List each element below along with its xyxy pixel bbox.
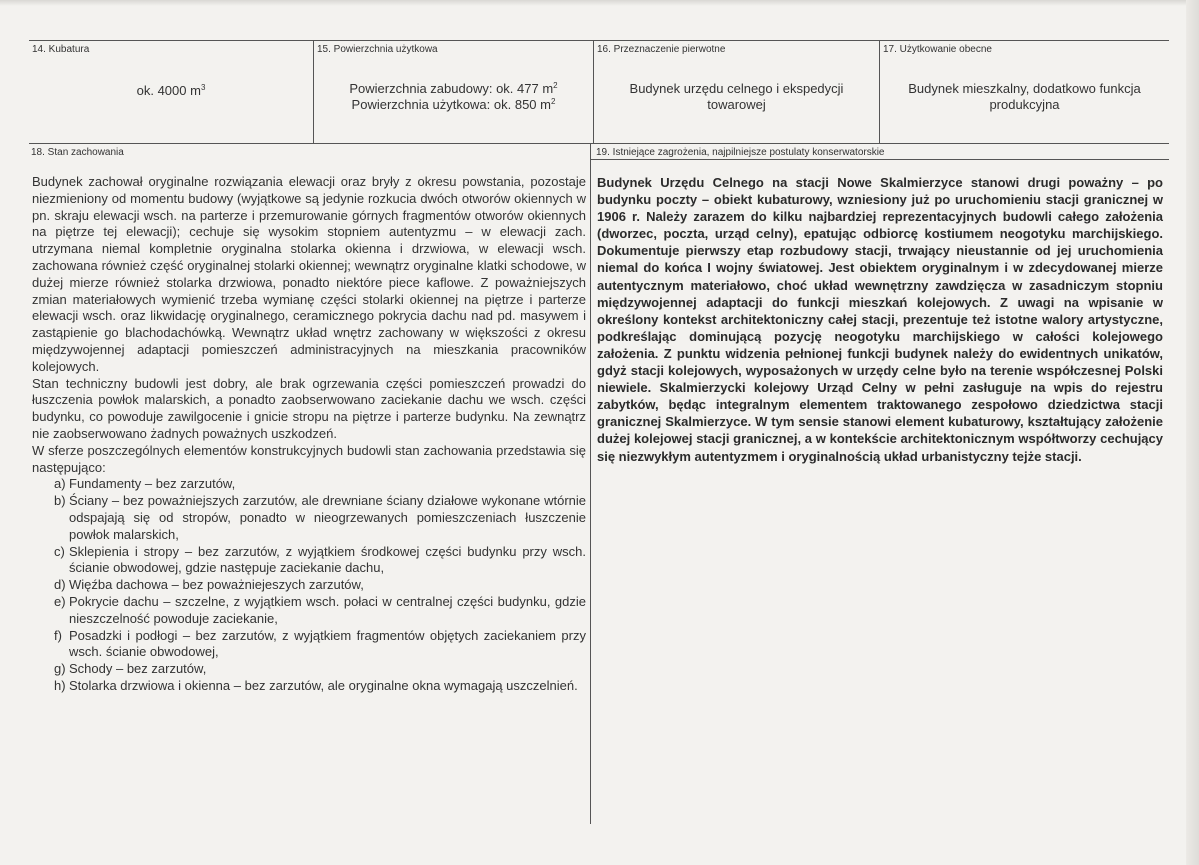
list-item <box>32 678 586 695</box>
field-15-line2-text: Powierzchnia użytkowa: ok. 850 m <box>351 97 551 112</box>
list-text: Pokrycie dachu – szczelne, z wyjątkiem wsch. połaci w centralnej części budynku, gdzie nieszczelność powoduje zaciekanie, <box>69 593 586 626</box>
field-15-line1-text: Powierzchnia zabudowy: ok. 477 m <box>349 81 554 96</box>
field-18-stan-zachowania <box>29 144 590 824</box>
list-text: Więźba dachowa – bez poważniejeszych zarzutów, <box>69 577 364 593</box>
list-text: Schody – bez zarzutów, <box>69 661 207 677</box>
field-18-paragraph-2: Stan techniczny budowli jest dobry, ale brak ogrzewania części pomieszczeń prowadzi do łuszczenia powłok malarskich, a ponadto zaobserwowano zaciekanie dachu we wsch. części budynku, co powoduje zawilgocenie i gnicie stropu na piętrze i parterze budynku. Na zewnątrz nie zaobserwowano żadnych poważnych uszkodzeń. <box>32 375 586 441</box>
field-18-text <box>32 174 586 695</box>
list-item <box>32 661 586 678</box>
list-marker: b) <box>54 493 66 509</box>
field-14-value-text: ok. 4000 m <box>136 83 201 98</box>
field-19-divider <box>591 159 1169 160</box>
list-marker: e) <box>54 593 66 609</box>
list-marker: c) <box>54 543 65 559</box>
list-text: Sklepienia i stropy – bez zarzutów, z wyjątkiem środkowej części budynku przy wsch. ścianie obwodowej, gdzie następuje zaciekanie dachu, <box>69 543 586 576</box>
list-item <box>32 544 586 578</box>
field-19-label: 19. Istniejące zagrożenia, najpilniejsze postulaty konserwatorskie <box>596 147 885 158</box>
list-item <box>32 476 586 493</box>
form-row-top <box>29 41 1169 144</box>
list-item <box>32 628 586 662</box>
list-marker: g) <box>54 661 66 677</box>
field-18-element-list <box>32 476 586 694</box>
list-item <box>32 493 586 543</box>
field-18-paragraph-3: W sferze poszczególnych elementów konstrukcyjnych budowli stan zachowania przedstawia się następująco: <box>32 442 586 475</box>
field-15-line2-sup: 2 <box>550 97 556 106</box>
field-14-value <box>35 83 307 99</box>
field-18-paragraph-1: Budynek zachował oryginalne rozwiązania elewacji oraz bryły z okresu powstania, pozostaje niezmieniony od momentu budowy (wyjątkowe są jedynie rozkucia dwóch otworów okiennych w pn. skraju elewacji wsch. na parterze i przemurowanie górnych fragmentów otworów okiennych na piętrze tej elewacji); cechuje się wysokim stopniem autentyzmu – w elewacji zach. utrzymana niemal kompletnie oryginalna stolarka okienna i drzwiowa, w elewacji wsch. zachowana również część oryginalnej stolarki okiennej; wewnątrz oryginalne klatki schodowe, w dużej mierze również stolarka drzwiowa, ponadto niektóre piece kaflowe. Z poważniejszych zmian materiałowych wymienić trzeba wymianę części stolarki okiennej na piętrze i parterze elewacji wsch. oraz likwidację oryginalnego, ceramicznego pokrycia dachu nad pd. masywem i zastąpienie go blachodachówką. Wewnątrz układ wnętrz zachowany w większości z okresu międzywojennej adaptacji pomieszczeń administracyjnych na mieszkania pracowników kolejowych. <box>32 174 586 374</box>
field-15-line2 <box>320 97 587 113</box>
list-item <box>32 594 586 628</box>
field-16-label: 16. Przeznaczenie pierwotne <box>597 44 726 55</box>
field-17-value: Budynek mieszkalny, dodatkowo funkcja produkcyjna <box>908 81 1141 112</box>
field-14-kubatura <box>29 41 313 143</box>
field-15-powierzchnia <box>313 41 593 143</box>
list-marker: h) <box>54 677 66 693</box>
field-15-value <box>320 81 587 113</box>
field-19-zagrozenia <box>590 144 1169 824</box>
field-17-label: 17. Użytkowanie obecne <box>883 44 992 55</box>
list-item <box>32 577 586 594</box>
list-marker: f) <box>54 627 62 643</box>
form-row-bottom <box>29 144 1169 824</box>
list-text: Fundamenty – bez zarzutów, <box>69 476 236 492</box>
field-17-uzytkowanie <box>879 41 1169 143</box>
field-15-line1 <box>320 81 587 97</box>
scan-right-edge <box>1186 0 1199 865</box>
scan-edge <box>0 0 1199 6</box>
field-18-label: 18. Stan zachowania <box>31 147 124 158</box>
list-marker: d) <box>54 577 66 593</box>
list-text: Stolarka drzwiowa i okienna – bez zarzutów, ale oryginalne okna wymagają uszczelnień. <box>69 677 578 693</box>
list-text: Ściany – bez poważniejszych zarzutów, ale drewniane ściany działowe wykonane wtórnie odspajają się od stropów, ponadto w nieogrzewanych pomieszczeniach łuszczenie powłok malarskich, <box>69 493 586 542</box>
list-marker: a) <box>54 476 66 492</box>
field-15-line1-sup: 2 <box>553 81 558 90</box>
field-15-label: 15. Powierzchnia użytkowa <box>317 44 438 55</box>
field-16-value: Budynek urzędu celnego i ekspedycji towarowej <box>629 81 844 112</box>
field-14-value-sup: 3 <box>200 83 206 92</box>
field-16-przeznaczenie <box>593 41 879 143</box>
list-text: Posadzki i podłogi – bez zarzutów, z wyjątkiem fragmentów objętych zaciekaniem przy wsch. ścianie obwodowej, <box>69 627 586 660</box>
form-grid <box>29 40 1169 824</box>
field-19-text: Budynek Urzędu Celnego na stacji Nowe Skalmierzyce stanowi drugi poważny – po budynku poczty – obiekt kubaturowy, wzniesiony już po uruchomieniu stacji granicznej w 1906 r. Należy zarazem do kilku najbardziej reprezentacyjnych budowli całego założenia (dworzec, poczta, urząd celny), epatując odbiorcę kostiumem neogotyku marchijskiego. Dokumentuje pierwszy etap rozbudowy stacji, trwający nieustannie od jej uruchomienia niemal do końca I wojny światowej. Jest obiektem oryginalnym i w zdecydowanej mierze autentycznym materiałowo, choć układ wewnętrzny zawdzięcza w zasadniczym stopniu międzywojennej adaptacji do funkcji mieszkań kolejowych. Z uwagi na wpisanie w określony kontekst architektoniczny całej stacji, prezentuje też istotne walory artystyczne, podkreślając dominującą pozycję neogotyku marchijskiego w całości kolejowego założenia. Z punktu widzenia pełnionej funkcji budynek należy do ewidentnych unikatów, gdyż stacji kolejowych, wyposażonych w urzędy celne było na terenie współczesnej Polski niewiele. Skalmierzycki kolejowy Urząd Celny w pełni zasługuje na wpis do rejestru zabytków, będąc integralnym elementem traktowanego zespołowo dziedzictwa stacji granicznej Skalmierzyce. W tym sensie stanowi element kubaturowy, kształtujący założenie dużej kolejowej stacji granicznej, a w kontekście architektonicznym współtworzy cechujący się niezwykłym autentyzmem i oryginalnością układ urbanistyczny tejże stacji. <box>597 175 1163 464</box>
field-14-label: 14. Kubatura <box>32 44 90 55</box>
